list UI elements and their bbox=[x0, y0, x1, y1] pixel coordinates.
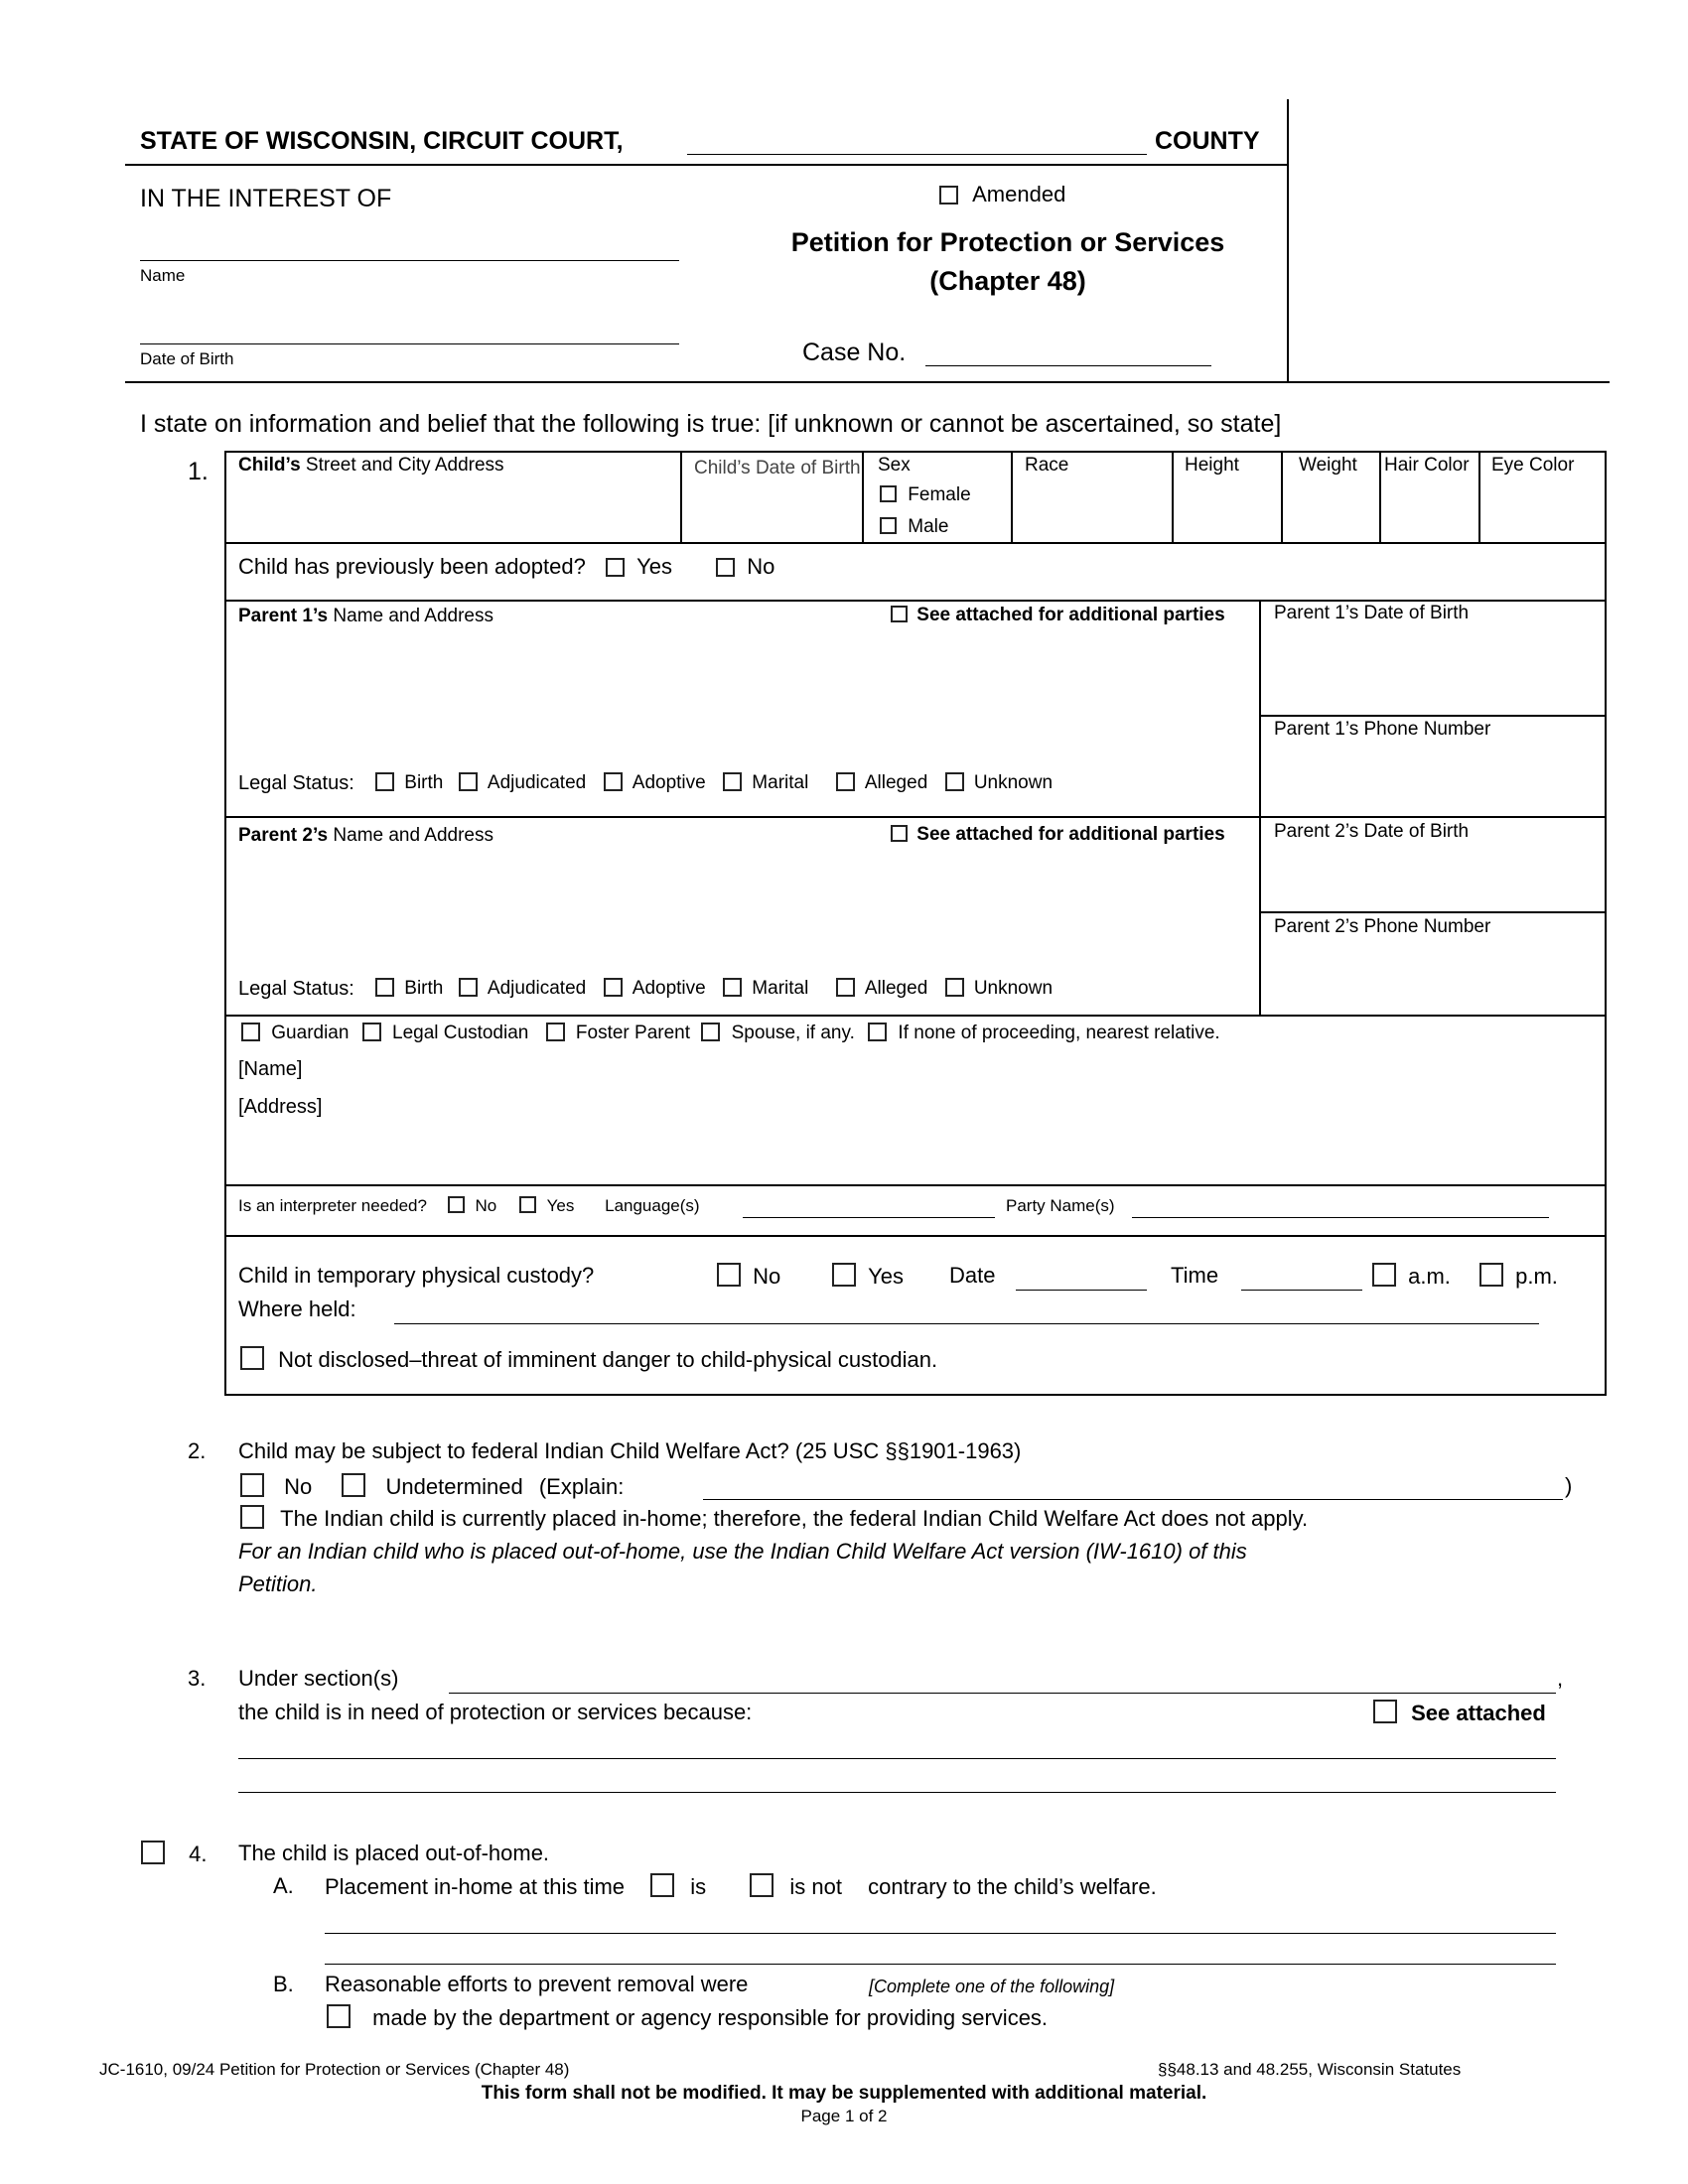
section4a-label: A. bbox=[273, 1873, 294, 1898]
male-checkbox[interactable] bbox=[880, 517, 897, 534]
nearest-relative-label: If none of proceeding, nearest relative. bbox=[898, 1023, 1220, 1043]
divider bbox=[224, 1235, 1607, 1237]
other-party-options bbox=[241, 1023, 1220, 1044]
parent1-legal-status bbox=[238, 772, 354, 795]
section4a-text: Placement in-home at this time bbox=[325, 1874, 626, 1899]
parent1-header bbox=[238, 606, 493, 627]
parent1-status-adoptive-label: Adoptive bbox=[632, 772, 706, 793]
case-no-label: Case No. bbox=[802, 339, 907, 366]
where-held-field[interactable] bbox=[394, 1323, 1539, 1324]
page-number: Page 1 of 2 bbox=[800, 2107, 888, 2125]
parent1-see-attached[interactable] bbox=[891, 605, 1225, 626]
female-option[interactable] bbox=[880, 484, 971, 506]
party-names-label: Party Name(s) bbox=[1006, 1196, 1115, 1215]
parent2-dob-header: Parent 2’s Date of Birth bbox=[1274, 821, 1470, 842]
divider bbox=[1259, 600, 1261, 1015]
divider bbox=[1259, 715, 1607, 717]
icwa-in-home-checkbox[interactable] bbox=[240, 1505, 264, 1529]
parent2-label-bold: Parent 2’s bbox=[238, 825, 329, 846]
case-no-field[interactable] bbox=[925, 365, 1211, 366]
child-label-rest: Street and City Address bbox=[305, 455, 504, 476]
female-label: Female bbox=[908, 484, 971, 505]
parent2-status-alleged-checkbox[interactable] bbox=[836, 978, 855, 997]
name-field[interactable] bbox=[140, 260, 679, 261]
parent1-see-attached-checkbox[interactable] bbox=[891, 606, 908, 622]
custody-pm-option[interactable] bbox=[1479, 1263, 1558, 1290]
race-header: Race bbox=[1025, 455, 1069, 476]
parent2-legal-status bbox=[238, 978, 354, 1001]
divider bbox=[862, 451, 864, 544]
divider bbox=[224, 600, 1607, 602]
foster-parent-checkbox[interactable] bbox=[546, 1023, 565, 1041]
parent2-see-attached-checkbox[interactable] bbox=[891, 825, 908, 842]
pm-checkbox[interactable] bbox=[1479, 1263, 1503, 1287]
where-held-label: Where held: bbox=[238, 1297, 356, 1321]
parent1-status-adjudicated-checkbox[interactable] bbox=[459, 772, 478, 791]
section4a-row bbox=[325, 1873, 1157, 1900]
section4b-option1[interactable] bbox=[327, 2004, 1048, 2031]
divider bbox=[224, 1184, 1607, 1186]
parent2-legal-status-label: Legal Status: bbox=[238, 978, 354, 1000]
interpreter-yes-label: Yes bbox=[546, 1196, 575, 1215]
interpreter-no-checkbox[interactable] bbox=[448, 1196, 465, 1213]
divider bbox=[680, 451, 682, 544]
other-party-name[interactable]: [Name] bbox=[238, 1058, 303, 1080]
section3-see-attached[interactable] bbox=[1373, 1700, 1546, 1726]
custody-yes-option[interactable] bbox=[832, 1263, 904, 1290]
parent2-status-unknown-checkbox[interactable] bbox=[945, 978, 964, 997]
legal-custodian-checkbox[interactable] bbox=[362, 1023, 381, 1041]
is-checkbox[interactable] bbox=[650, 1873, 674, 1897]
height-header: Height bbox=[1185, 455, 1239, 476]
is-not-checkbox[interactable] bbox=[750, 1873, 774, 1897]
parent2-see-attached-label: See attached for additional parties bbox=[916, 824, 1225, 845]
icwa-undetermined-label: Undetermined bbox=[385, 1474, 523, 1499]
custody-no-label: No bbox=[753, 1264, 781, 1289]
name-label: Name bbox=[140, 266, 186, 285]
dob-field[interactable] bbox=[140, 343, 679, 344]
parent1-status-unknown-checkbox[interactable] bbox=[945, 772, 964, 791]
custody-am-option[interactable] bbox=[1372, 1263, 1451, 1290]
custody-question: Child in temporary physical custody? bbox=[238, 1263, 595, 1288]
parent2-status-birth-checkbox[interactable] bbox=[375, 978, 394, 997]
parent2-label-rest: Name and Address bbox=[333, 825, 493, 846]
intro-text: I state on information and belief that the following is true: [if unknown or cannot be ascertained, so state] bbox=[140, 410, 1282, 438]
parent1-dob-header: Parent 1’s Date of Birth bbox=[1274, 603, 1470, 623]
amended-option[interactable] bbox=[939, 182, 1065, 207]
court-label: STATE OF WISCONSIN, CIRCUIT COURT, bbox=[140, 127, 624, 155]
parent1-label-bold: Parent 1’s bbox=[238, 606, 329, 626]
parent1-status-options bbox=[375, 772, 1053, 794]
divider bbox=[1379, 451, 1381, 544]
placed-out-of-home: The child is placed out-of-home. bbox=[238, 1841, 550, 1865]
adopted-no-checkbox[interactable] bbox=[716, 558, 735, 577]
divider bbox=[224, 1015, 1607, 1017]
interpreter-question: Is an interpreter needed? bbox=[238, 1196, 427, 1215]
parent2-see-attached[interactable] bbox=[891, 824, 1225, 846]
because-label: the child is in need of protection or services because: bbox=[238, 1700, 753, 1724]
section4-number: 4. bbox=[189, 1842, 208, 1866]
parent1-status-unknown-label: Unknown bbox=[973, 772, 1054, 793]
parent1-phone-header: Parent 1’s Phone Number bbox=[1274, 719, 1491, 740]
adopted-yes-label: Yes bbox=[636, 554, 672, 579]
parent1-status-alleged-checkbox[interactable] bbox=[836, 772, 855, 791]
guardian-checkbox[interactable] bbox=[241, 1023, 260, 1041]
section4b-label: B. bbox=[273, 1972, 294, 1996]
section4b-option1-label: made by the department or agency responsible for providing services. bbox=[372, 2005, 1049, 2030]
icwa-note-line1: For an Indian child who is placed out-of-home, use the Indian Child Welfare Act version (IW-1610) of this bbox=[238, 1539, 1247, 1564]
parent2-header bbox=[238, 825, 493, 847]
spouse-label: Spouse, if any. bbox=[731, 1023, 855, 1043]
under-sections-comma: , bbox=[1557, 1666, 1564, 1691]
reason-line-2[interactable] bbox=[238, 1792, 1556, 1793]
parent2-phone-header: Parent 2’s Phone Number bbox=[1274, 916, 1491, 937]
icwa-options bbox=[240, 1473, 624, 1500]
legal-custodian-label: Legal Custodian bbox=[392, 1023, 529, 1043]
custody-date-field[interactable] bbox=[1016, 1290, 1147, 1291]
parent1-see-attached-label: See attached for additional parties bbox=[916, 605, 1225, 625]
in-interest-label: IN THE INTEREST OF bbox=[140, 185, 392, 212]
child-dob-header: Child’s Date of Birth bbox=[694, 458, 861, 478]
statutes: §§48.13 and 48.255, Wisconsin Statutes bbox=[1158, 2060, 1462, 2079]
icwa-no-label: No bbox=[284, 1474, 313, 1499]
parent1-status-birth-label: Birth bbox=[404, 772, 444, 793]
icwa-question: Child may be subject to federal Indian Child Welfare Act? (25 USC §§1901-1963) bbox=[238, 1438, 1022, 1463]
header-right-rule bbox=[1287, 99, 1289, 383]
reason-line-1[interactable] bbox=[238, 1758, 1556, 1759]
divider bbox=[224, 542, 1607, 544]
icwa-undetermined-checkbox[interactable] bbox=[342, 1473, 365, 1497]
icwa-explain-close: ) bbox=[1565, 1473, 1573, 1498]
form-subtitle: (Chapter 48) bbox=[929, 266, 1086, 296]
section4a-line-2[interactable] bbox=[325, 1964, 1556, 1965]
adopted-question: Child has previously been adopted? bbox=[238, 554, 586, 579]
not-disclosed-option[interactable] bbox=[240, 1346, 937, 1373]
weight-header: Weight bbox=[1299, 455, 1357, 476]
female-checkbox[interactable] bbox=[880, 485, 897, 502]
parent1-status-adjudicated-label: Adjudicated bbox=[487, 772, 587, 793]
languages-label: Language(s) bbox=[605, 1196, 700, 1215]
section3-see-attached-checkbox[interactable] bbox=[1373, 1700, 1397, 1723]
languages-field[interactable] bbox=[743, 1217, 995, 1218]
custody-no-option[interactable] bbox=[717, 1263, 780, 1290]
eye-color-header: Eye Color bbox=[1491, 455, 1575, 476]
parent1-status-adoptive-checkbox[interactable] bbox=[604, 772, 623, 791]
divider bbox=[1281, 451, 1283, 544]
contrary-label: contrary to the child’s welfare. bbox=[868, 1874, 1157, 1899]
parent1-legal-status-label: Legal Status: bbox=[238, 772, 354, 794]
county-label: COUNTY bbox=[1155, 127, 1260, 155]
interpreter-row bbox=[238, 1196, 700, 1216]
parent2-status-marital-label: Marital bbox=[752, 978, 809, 999]
parent2-status-alleged-label: Alleged bbox=[864, 978, 928, 999]
parent2-status-adoptive-checkbox[interactable] bbox=[604, 978, 623, 997]
parent2-status-adjudicated-checkbox[interactable] bbox=[459, 978, 478, 997]
custody-no-checkbox[interactable] bbox=[717, 1263, 741, 1287]
form-title: Petition for Protection or Services bbox=[790, 227, 1225, 257]
nearest-relative-checkbox[interactable] bbox=[868, 1023, 887, 1041]
icwa-in-home-option[interactable] bbox=[240, 1505, 1308, 1532]
amended-label: Amended bbox=[972, 182, 1066, 206]
parent1-status-alleged-label: Alleged bbox=[864, 772, 928, 793]
male-option[interactable] bbox=[880, 516, 948, 538]
is-not-label: is not bbox=[789, 1874, 843, 1899]
interpreter-no-label: No bbox=[475, 1196, 497, 1215]
section4-checkbox[interactable] bbox=[141, 1841, 165, 1864]
adopted-no-label: No bbox=[747, 554, 775, 579]
under-sections-field[interactable] bbox=[449, 1693, 1556, 1694]
interpreter-yes-checkbox[interactable] bbox=[519, 1196, 536, 1213]
section4b-text: Reasonable efforts to prevent removal were bbox=[325, 1972, 749, 1996]
divider bbox=[224, 816, 1607, 818]
am-checkbox[interactable] bbox=[1372, 1263, 1396, 1287]
parent1-status-marital-label: Marital bbox=[752, 772, 809, 793]
pm-label: p.m. bbox=[1515, 1264, 1558, 1289]
divider bbox=[1259, 911, 1607, 913]
dob-label: Date of Birth bbox=[140, 349, 234, 368]
guardian-label: Guardian bbox=[271, 1023, 350, 1043]
male-label: Male bbox=[908, 516, 949, 537]
other-party-address[interactable]: [Address] bbox=[238, 1096, 323, 1118]
header-rule bbox=[125, 164, 1289, 166]
parent2-status-adjudicated-label: Adjudicated bbox=[487, 978, 587, 999]
icwa-note-line2: Petition. bbox=[238, 1571, 318, 1596]
divider bbox=[1478, 451, 1480, 544]
custody-yes-label: Yes bbox=[868, 1264, 905, 1289]
section2-number: 2. bbox=[188, 1438, 207, 1463]
parent2-status-adoptive-label: Adoptive bbox=[632, 978, 706, 999]
amended-checkbox[interactable] bbox=[939, 186, 958, 205]
under-sections-label: Under section(s) bbox=[238, 1666, 399, 1691]
custody-date-label: Date bbox=[949, 1263, 996, 1288]
child-label-bold: Child’s bbox=[238, 455, 301, 476]
hair-color-header: Hair Color bbox=[1384, 455, 1470, 476]
parent1-status-marital-checkbox[interactable] bbox=[723, 772, 742, 791]
icwa-in-home-label: The Indian child is currently placed in-home; therefore, the federal Indian Child Welfare Act does not apply. bbox=[280, 1506, 1309, 1531]
icwa-no-checkbox[interactable] bbox=[240, 1473, 264, 1497]
section4a-line-1[interactable] bbox=[325, 1933, 1556, 1934]
parent2-status-options bbox=[375, 978, 1053, 1000]
party-names-field[interactable] bbox=[1132, 1217, 1549, 1218]
section4-option[interactable] bbox=[141, 1841, 207, 1867]
not-disclosed-checkbox[interactable] bbox=[240, 1346, 264, 1370]
adopted-row bbox=[238, 554, 774, 580]
county-field[interactable] bbox=[687, 154, 1147, 155]
adopted-yes-checkbox[interactable] bbox=[606, 558, 625, 577]
divider bbox=[1011, 451, 1013, 544]
divider bbox=[1172, 451, 1174, 544]
section3-number: 3. bbox=[188, 1666, 207, 1691]
icwa-explain-label: (Explain: bbox=[538, 1474, 625, 1499]
child-address-header bbox=[238, 455, 504, 477]
not-disclosed-label: Not disclosed–threat of imminent danger to child-physical custodian. bbox=[278, 1347, 938, 1372]
parent2-status-birth-label: Birth bbox=[404, 978, 444, 999]
parent1-label-rest: Name and Address bbox=[333, 606, 493, 626]
header-bottom-rule bbox=[125, 381, 1610, 383]
parent2-status-marital-checkbox[interactable] bbox=[723, 978, 742, 997]
spouse-checkbox[interactable] bbox=[701, 1023, 720, 1041]
custody-time-label: Time bbox=[1171, 1263, 1219, 1288]
parent2-status-unknown-label: Unknown bbox=[973, 978, 1054, 999]
parent1-status-birth-checkbox[interactable] bbox=[375, 772, 394, 791]
am-label: a.m. bbox=[1408, 1264, 1451, 1289]
form-id: JC-1610, 09/24 Petition for Protection or Services (Chapter 48) bbox=[99, 2060, 570, 2079]
foster-parent-label: Foster Parent bbox=[575, 1023, 691, 1043]
icwa-explain-field[interactable] bbox=[703, 1499, 1563, 1500]
section3-see-attached-label: See attached bbox=[1411, 1701, 1546, 1725]
custody-time-field[interactable] bbox=[1241, 1290, 1362, 1291]
sex-header: Sex bbox=[878, 455, 911, 476]
footer-notice: This form shall not be modified. It may be supplemented with additional material. bbox=[481, 2083, 1207, 2104]
section4b-option1-checkbox[interactable] bbox=[327, 2004, 351, 2028]
custody-yes-checkbox[interactable] bbox=[832, 1263, 856, 1287]
section1-number: 1. bbox=[188, 458, 209, 485]
is-label: is bbox=[690, 1874, 707, 1899]
section4b-note: [Complete one of the following] bbox=[869, 1977, 1115, 1996]
